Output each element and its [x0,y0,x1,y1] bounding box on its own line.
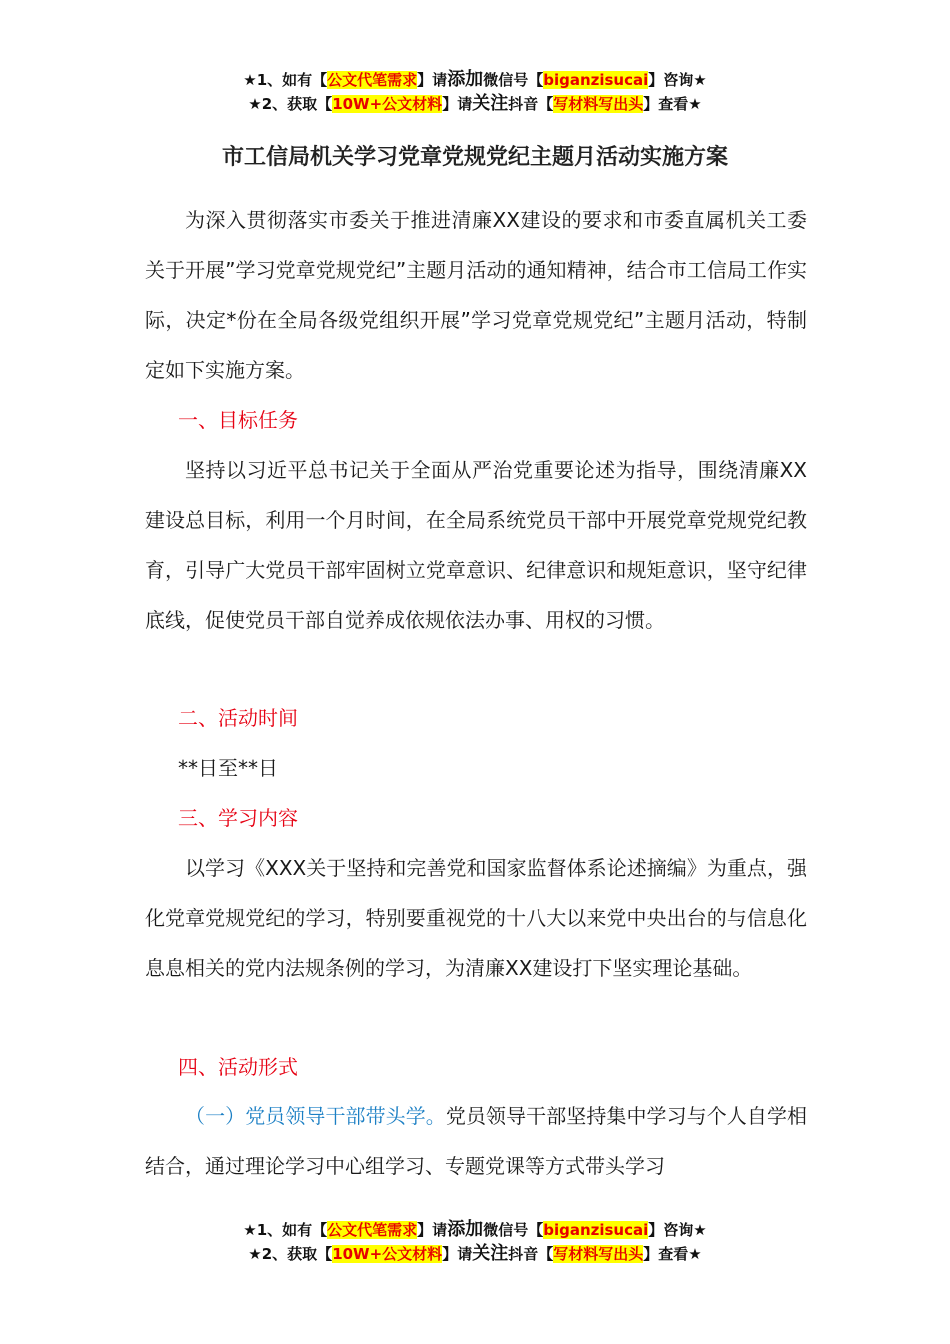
intro-paragraph: 为深入贯彻落实市委关于推进清廉XX建设的要求和市委直属机关工委关于开展”学习党章党规党纪”主题月活动的通知精神，结合市工信局工作实际，决定*份在全局各级党组织开展”学习党章党规党纪”主题月活动，特制定如下实施方案。 [145,208,807,382]
banner-line-1: ★1、如有【公文代笔需求】请添加微信号【biganzisucai】咨询★ [243,1219,707,1240]
section-body-content: 以学习《XXX关于坚持和完善党和国家监督体系论述摘编》为重点，强化党章党规党纪的学习，特别要重视党的十八大以来党中央出台的与信息化息息相关的党内法规条例的学习，为清廉XX建设打下坚实理论基础。 [145,856,807,980]
section-body-goals: 坚持以习近平总书记关于全面从严治党重要论述为指导，围绕清廉XX建设总目标，利用一个月时间，在全局系统党员干部中开展党章党规党纪教育，引导广大党员干部牢固树立党章意识、纪律意识和规矩意识，坚守纪律底线，促使党员干部自觉养成依规依法办事、用权的习惯。 [145,458,807,632]
highlight-douyin-account: 写材料写出头 [553,1245,644,1263]
section-heading-goals: 一、目标任务 [178,408,298,432]
highlight-douyin-account: 写材料写出头 [553,95,644,113]
emphasis-follow: 关注 [472,1243,509,1264]
top-banner [0,68,950,116]
highlight-wechat-id: biganzisucai [543,71,649,89]
section-heading-format: 四、活动形式 [178,1055,298,1079]
emphasis-follow: 关注 [472,93,509,114]
highlight-writing-service: 公文代笔需求 [327,1221,418,1239]
emphasis-add: 添加 [447,1219,484,1240]
subheading-leaders-study-body: 党员领导干部坚持集中学习与个人自学相结合，通过理论学习中心组学习、专题党课等方式带头学习 [145,1104,808,1178]
highlight-writing-service: 公文代笔需求 [327,71,418,89]
highlight-materials: 10W+公文材料 [332,95,443,113]
section-heading-content: 三、学习内容 [178,806,298,830]
bottom-banner [0,1218,950,1266]
banner-line-1: ★1、如有【公文代笔需求】请添加微信号【biganzisucai】咨询★ [243,69,707,90]
section-heading-time: 二、活动时间 [178,706,298,730]
document-title: 市工信局机关学习党章党规党纪主题月活动实施方案 [221,145,728,170]
highlight-wechat-id: biganzisucai [543,1221,649,1239]
subheading-leaders-study: （一）党员领导干部带头学。 [185,1104,446,1128]
emphasis-add: 添加 [447,69,484,90]
highlight-materials: 10W+公文材料 [332,1245,443,1263]
section-body-format [145,1091,807,1191]
banner-line-2: ★2、获取【10W+公文材料】请关注抖音【写材料写出头】查看★ [248,93,702,114]
banner-line-2: ★2、获取【10W+公文材料】请关注抖音【写材料写出头】查看★ [248,1243,702,1264]
section-body-time: **日至**日 [178,756,278,780]
